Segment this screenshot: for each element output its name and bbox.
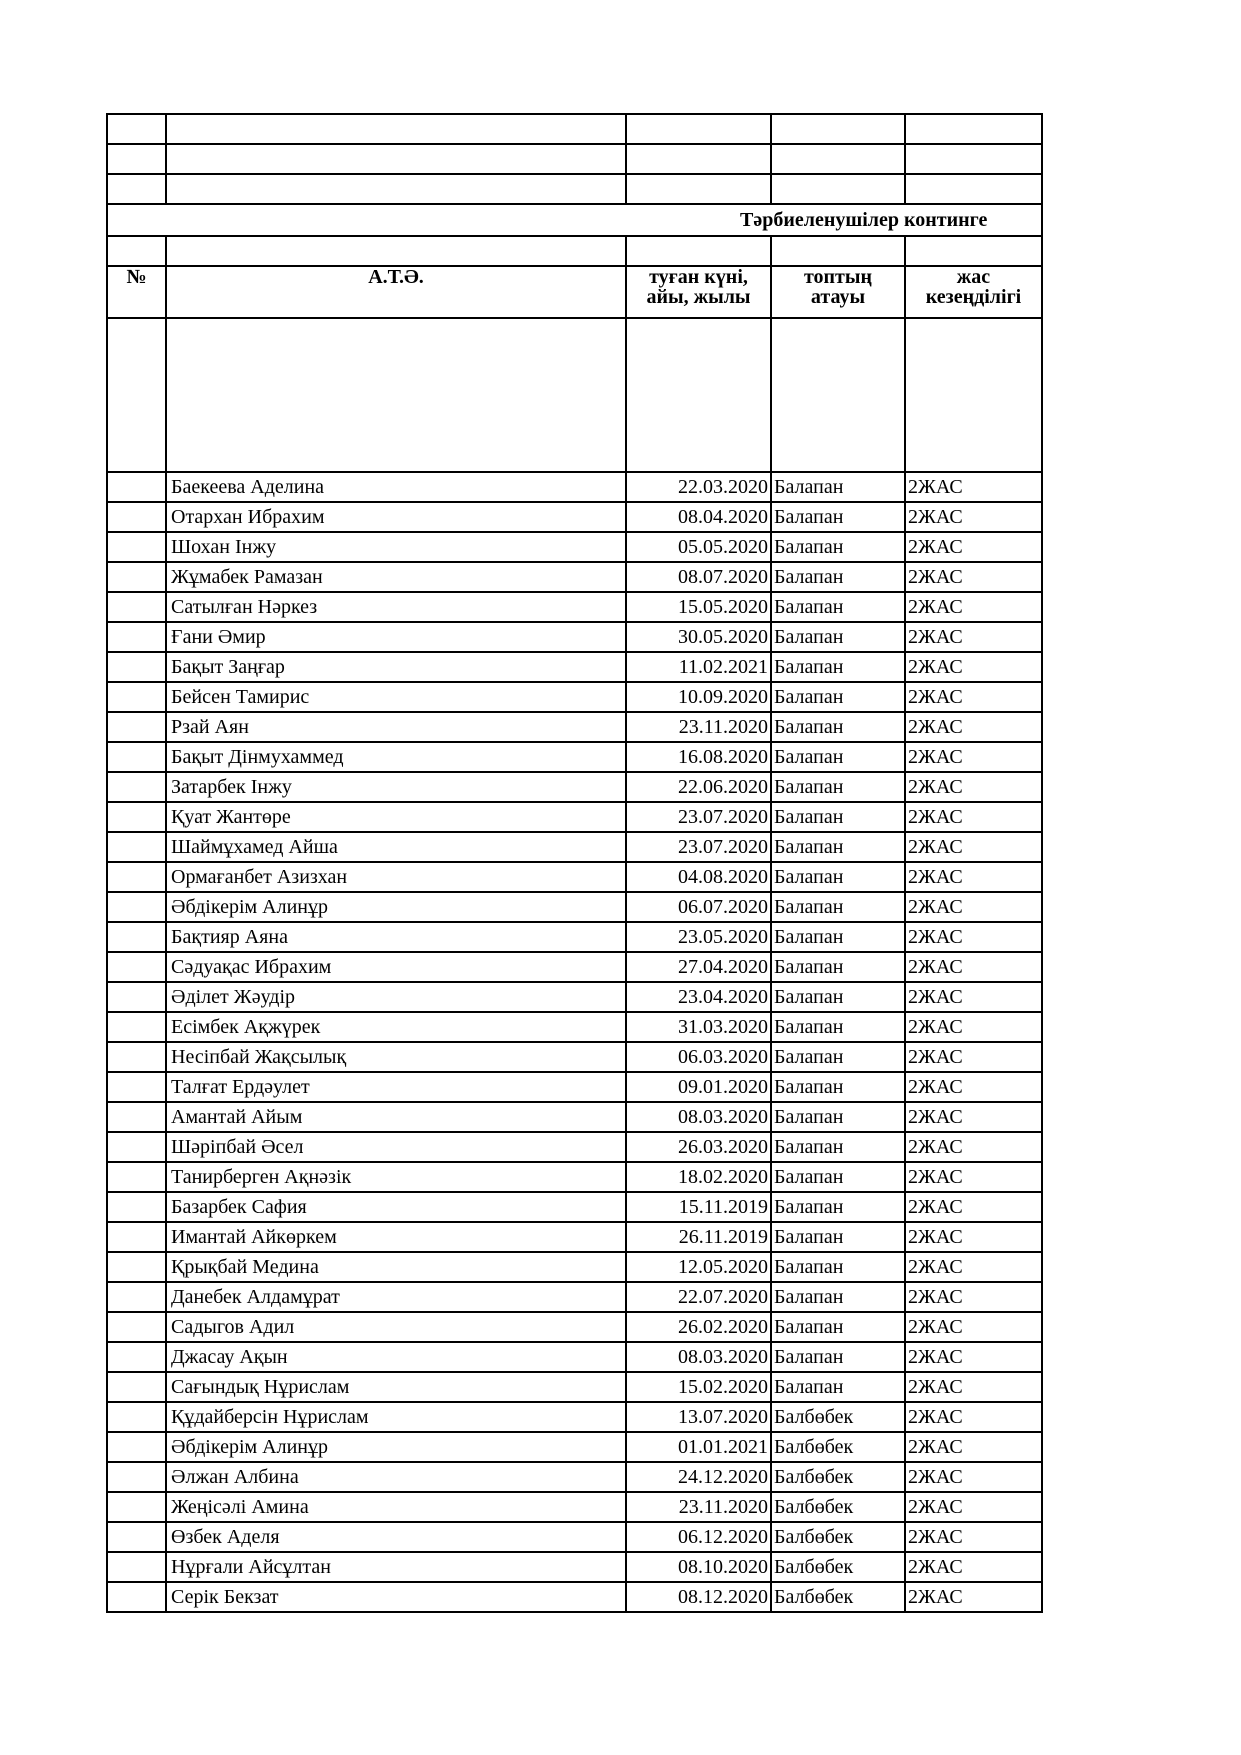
group-name-cell: Балапан [771, 592, 905, 622]
group-name-cell: Балапан [771, 652, 905, 682]
group-name-cell: Балапан [771, 622, 905, 652]
birth-date-cell: 06.03.2020 [626, 1042, 771, 1072]
birth-date-cell: 31.03.2020 [626, 1012, 771, 1042]
group-name-cell: Балапан [771, 982, 905, 1012]
child-name-cell: Ғани Әмир [166, 622, 626, 652]
contingent-table [106, 113, 1043, 1613]
birth-date-cell: 23.11.2020 [626, 712, 771, 742]
table-row [107, 892, 1042, 922]
row-number-cell [107, 622, 166, 652]
child-name-cell: Имантай Айкөркем [166, 1222, 626, 1252]
row-number-cell [107, 472, 166, 502]
row-number-cell [107, 832, 166, 862]
table-row [107, 1252, 1042, 1282]
age-period-cell: 2ЖАС [905, 1192, 1042, 1222]
table-row [107, 502, 1042, 532]
birth-date-cell: 22.03.2020 [626, 472, 771, 502]
child-name-cell: Есімбек Ақжүрек [166, 1012, 626, 1042]
child-name-cell: Нұрғали Айсұлтан [166, 1552, 626, 1582]
birth-date-cell: 15.02.2020 [626, 1372, 771, 1402]
child-name-cell: Бақыт Дінмухаммед [166, 742, 626, 772]
age-period-cell: 2ЖАС [905, 1492, 1042, 1522]
table-row [107, 1552, 1042, 1582]
table-row [107, 1162, 1042, 1192]
group-name-cell: Балапан [771, 1072, 905, 1102]
birth-date-cell: 23.04.2020 [626, 982, 771, 1012]
child-name-cell: Бейсен Тамирис [166, 682, 626, 712]
child-name-cell: Отархан Ибрахим [166, 502, 626, 532]
group-name-cell: Балапан [771, 1312, 905, 1342]
age-period-cell: 2ЖАС [905, 562, 1042, 592]
table-row [107, 802, 1042, 832]
birth-date-cell: 26.02.2020 [626, 1312, 771, 1342]
row-number-cell [107, 652, 166, 682]
child-name-cell: Сағындық Нұрислам [166, 1372, 626, 1402]
birth-date-cell: 30.05.2020 [626, 622, 771, 652]
row-number-cell [107, 982, 166, 1012]
birth-date-cell: 22.06.2020 [626, 772, 771, 802]
age-period-cell: 2ЖАС [905, 1552, 1042, 1582]
child-name-cell: Әлжан Албина [166, 1462, 626, 1492]
birth-date-cell: 22.07.2020 [626, 1282, 771, 1312]
birth-date-cell: 10.09.2020 [626, 682, 771, 712]
birth-date-cell: 11.02.2021 [626, 652, 771, 682]
table-row [107, 562, 1042, 592]
age-period-cell: 2ЖАС [905, 1432, 1042, 1462]
table-row [107, 862, 1042, 892]
table-row [107, 1312, 1042, 1342]
birth-date-cell: 08.03.2020 [626, 1342, 771, 1372]
age-period-cell: 2ЖАС [905, 1132, 1042, 1162]
group-name-cell: Балбөбек [771, 1492, 905, 1522]
row-number-cell [107, 1192, 166, 1222]
title-row [107, 204, 1042, 236]
row-number-cell [107, 1342, 166, 1372]
group-name-cell: Балапан [771, 1342, 905, 1372]
group-name-cell: Балапан [771, 922, 905, 952]
row-number-cell [107, 772, 166, 802]
child-name-cell: Затарбек Інжу [166, 772, 626, 802]
row-number-cell [107, 1042, 166, 1072]
child-name-cell: Қуат Жантөре [166, 802, 626, 832]
header-name: А.Т.Ә. [166, 266, 626, 318]
age-period-cell: 2ЖАС [905, 682, 1042, 712]
row-number-cell [107, 1162, 166, 1192]
row-number-cell [107, 1282, 166, 1312]
table-row [107, 622, 1042, 652]
child-name-cell: Әбдікерім Алинұр [166, 1432, 626, 1462]
row-number-cell [107, 532, 166, 562]
child-name-cell: Базарбек Сафия [166, 1192, 626, 1222]
birth-date-cell: 08.04.2020 [626, 502, 771, 532]
table-row [107, 682, 1042, 712]
blank-tall-row [107, 318, 1042, 472]
birth-date-cell: 23.07.2020 [626, 802, 771, 832]
age-period-cell: 2ЖАС [905, 802, 1042, 832]
child-name-cell: Танирберген Ақнәзік [166, 1162, 626, 1192]
row-number-cell [107, 1222, 166, 1252]
row-number-cell [107, 742, 166, 772]
row-number-cell [107, 1072, 166, 1102]
row-number-cell [107, 862, 166, 892]
table-row [107, 712, 1042, 742]
child-name-cell: Құдайберсін Нұрислам [166, 1402, 626, 1432]
age-period-cell: 2ЖАС [905, 622, 1042, 652]
table-row [107, 1192, 1042, 1222]
table-row [107, 1432, 1042, 1462]
age-period-cell: 2ЖАС [905, 1582, 1042, 1612]
table-row [107, 1042, 1042, 1072]
row-number-cell [107, 922, 166, 952]
group-name-cell: Балапан [771, 682, 905, 712]
age-period-cell: 2ЖАС [905, 1102, 1042, 1132]
birth-date-cell: 12.05.2020 [626, 1252, 771, 1282]
table-row [107, 982, 1042, 1012]
child-name-cell: Несіпбай Жақсылық [166, 1042, 626, 1072]
age-period-cell: 2ЖАС [905, 1042, 1042, 1072]
group-name-cell: Балбөбек [771, 1432, 905, 1462]
group-name-cell: Балбөбек [771, 1522, 905, 1552]
birth-date-cell: 05.05.2020 [626, 532, 771, 562]
row-number-cell [107, 1492, 166, 1522]
birth-date-cell: 08.03.2020 [626, 1102, 771, 1132]
age-period-cell: 2ЖАС [905, 712, 1042, 742]
age-period-cell: 2ЖАС [905, 982, 1042, 1012]
age-period-cell: 2ЖАС [905, 1312, 1042, 1342]
child-name-cell: Рзай Аян [166, 712, 626, 742]
birth-date-cell: 23.05.2020 [626, 922, 771, 952]
table-row [107, 1282, 1042, 1312]
table-row [107, 1462, 1042, 1492]
birth-date-cell: 13.07.2020 [626, 1402, 771, 1432]
table-row [107, 922, 1042, 952]
table-row [107, 1402, 1042, 1432]
birth-date-cell: 08.07.2020 [626, 562, 771, 592]
birth-date-cell: 16.08.2020 [626, 742, 771, 772]
header-birth-date: туған күні, айы, жылы [626, 266, 771, 318]
row-number-cell [107, 1552, 166, 1582]
header-num: № [107, 266, 166, 318]
table-row [107, 1012, 1042, 1042]
age-period-cell: 2ЖАС [905, 1162, 1042, 1192]
table-row [107, 1102, 1042, 1132]
table-row [107, 1222, 1042, 1252]
table-row [107, 592, 1042, 622]
child-name-cell: Шаймұхамед Айша [166, 832, 626, 862]
group-name-cell: Балапан [771, 472, 905, 502]
age-period-cell: 2ЖАС [905, 862, 1042, 892]
age-period-cell: 2ЖАС [905, 772, 1042, 802]
row-number-cell [107, 682, 166, 712]
group-name-cell: Балапан [771, 742, 905, 772]
table-row [107, 1492, 1042, 1522]
age-period-cell: 2ЖАС [905, 1372, 1042, 1402]
age-period-cell: 2ЖАС [905, 1282, 1042, 1312]
age-period-cell: 2ЖАС [905, 532, 1042, 562]
table-row [107, 652, 1042, 682]
table-row [107, 532, 1042, 562]
birth-date-cell: 06.12.2020 [626, 1522, 771, 1552]
group-name-cell: Балапан [771, 1132, 905, 1162]
header-group: топтың атауы [771, 266, 905, 318]
age-period-cell: 2ЖАС [905, 952, 1042, 982]
group-name-cell: Балапан [771, 1192, 905, 1222]
row-number-cell [107, 1012, 166, 1042]
child-name-cell: Садыгов Адил [166, 1312, 626, 1342]
age-period-cell: 2ЖАС [905, 1342, 1042, 1372]
row-number-cell [107, 1132, 166, 1162]
blank-row [107, 114, 1042, 144]
group-name-cell: Балапан [771, 952, 905, 982]
age-period-cell: 2ЖАС [905, 592, 1042, 622]
group-name-cell: Балбөбек [771, 1402, 905, 1432]
child-name-cell: Серік Бекзат [166, 1582, 626, 1612]
group-name-cell: Балапан [771, 1222, 905, 1252]
age-period-cell: 2ЖАС [905, 1012, 1042, 1042]
row-number-cell [107, 892, 166, 922]
child-name-cell: Өзбек Аделя [166, 1522, 626, 1552]
age-period-cell: 2ЖАС [905, 742, 1042, 772]
row-number-cell [107, 1102, 166, 1132]
table-row [107, 1582, 1042, 1612]
group-name-cell: Балапан [771, 832, 905, 862]
age-period-cell: 2ЖАС [905, 472, 1042, 502]
header-age: жас кезеңділігі [905, 266, 1042, 318]
blank-row [107, 174, 1042, 204]
group-name-cell: Балапан [771, 1102, 905, 1132]
birth-date-cell: 23.07.2020 [626, 832, 771, 862]
group-name-cell: Балапан [771, 802, 905, 832]
birth-date-cell: 18.02.2020 [626, 1162, 771, 1192]
age-period-cell: 2ЖАС [905, 1462, 1042, 1492]
age-period-cell: 2ЖАС [905, 1522, 1042, 1552]
child-name-cell: Ормағанбет Азизхан [166, 862, 626, 892]
birth-date-cell: 26.11.2019 [626, 1222, 771, 1252]
group-name-cell: Балбөбек [771, 1582, 905, 1612]
table-row [107, 1372, 1042, 1402]
row-number-cell [107, 562, 166, 592]
table-row [107, 472, 1042, 502]
child-name-cell: Әділет Жәудір [166, 982, 626, 1012]
row-number-cell [107, 802, 166, 832]
age-period-cell: 2ЖАС [905, 652, 1042, 682]
group-name-cell: Балапан [771, 532, 905, 562]
row-number-cell [107, 1312, 166, 1342]
child-name-cell: Талғат Ердәулет [166, 1072, 626, 1102]
group-name-cell: Балапан [771, 1282, 905, 1312]
birth-date-cell: 08.10.2020 [626, 1552, 771, 1582]
birth-date-cell: 23.11.2020 [626, 1492, 771, 1522]
row-number-cell [107, 1432, 166, 1462]
row-number-cell [107, 952, 166, 982]
group-name-cell: Балапан [771, 1372, 905, 1402]
child-name-cell: Баекеева Аделина [166, 472, 626, 502]
child-name-cell: Сәдуақас Ибрахим [166, 952, 626, 982]
child-name-cell: Жеңісәлі Амина [166, 1492, 626, 1522]
row-number-cell [107, 592, 166, 622]
birth-date-cell: 24.12.2020 [626, 1462, 771, 1492]
child-name-cell: Жұмабек Рамазан [166, 562, 626, 592]
child-name-cell: Бақыт Заңғар [166, 652, 626, 682]
birth-date-cell: 26.03.2020 [626, 1132, 771, 1162]
table-title: Тәрбиеленушілер континге [740, 209, 988, 231]
table-row [107, 832, 1042, 862]
birth-date-cell: 08.12.2020 [626, 1582, 771, 1612]
header-row [107, 266, 1042, 318]
group-name-cell: Балапан [771, 892, 905, 922]
row-number-cell [107, 1582, 166, 1612]
age-period-cell: 2ЖАС [905, 1402, 1042, 1432]
blank-row [107, 144, 1042, 174]
age-period-cell: 2ЖАС [905, 1222, 1042, 1252]
age-period-cell: 2ЖАС [905, 502, 1042, 532]
row-number-cell [107, 1462, 166, 1492]
age-period-cell: 2ЖАС [905, 1072, 1042, 1102]
group-name-cell: Балапан [771, 562, 905, 592]
age-period-cell: 2ЖАС [905, 1252, 1042, 1282]
group-name-cell: Балапан [771, 772, 905, 802]
table-row [107, 1132, 1042, 1162]
birth-date-cell: 01.01.2021 [626, 1432, 771, 1462]
table-row [107, 1342, 1042, 1372]
birth-date-cell: 09.01.2020 [626, 1072, 771, 1102]
child-name-cell: Амантай Айым [166, 1102, 626, 1132]
birth-date-cell: 06.07.2020 [626, 892, 771, 922]
age-period-cell: 2ЖАС [905, 922, 1042, 952]
child-name-cell: Джасау Ақын [166, 1342, 626, 1372]
child-name-cell: Әбдікерім Алинұр [166, 892, 626, 922]
child-name-cell: Данебек Алдамұрат [166, 1282, 626, 1312]
child-name-cell: Бақтияр Аяна [166, 922, 626, 952]
table-row [107, 1072, 1042, 1102]
table-row [107, 742, 1042, 772]
row-number-cell [107, 1252, 166, 1282]
blank-row [107, 236, 1042, 266]
row-number-cell [107, 1522, 166, 1552]
birth-date-cell: 15.05.2020 [626, 592, 771, 622]
group-name-cell: Балбөбек [771, 1552, 905, 1582]
birth-date-cell: 15.11.2019 [626, 1192, 771, 1222]
birth-date-cell: 04.08.2020 [626, 862, 771, 892]
group-name-cell: Балапан [771, 1162, 905, 1192]
group-name-cell: Балбөбек [771, 1462, 905, 1492]
table-row [107, 952, 1042, 982]
child-name-cell: Қрықбай Медина [166, 1252, 626, 1282]
age-period-cell: 2ЖАС [905, 832, 1042, 862]
group-name-cell: Балапан [771, 1042, 905, 1072]
row-number-cell [107, 712, 166, 742]
group-name-cell: Балапан [771, 712, 905, 742]
child-name-cell: Сатылған Нәркез [166, 592, 626, 622]
group-name-cell: Балапан [771, 862, 905, 892]
child-name-cell: Шәріпбай Әсел [166, 1132, 626, 1162]
row-number-cell [107, 502, 166, 532]
table-row [107, 1522, 1042, 1552]
group-name-cell: Балапан [771, 1012, 905, 1042]
table-row [107, 772, 1042, 802]
group-name-cell: Балапан [771, 502, 905, 532]
birth-date-cell: 27.04.2020 [626, 952, 771, 982]
group-name-cell: Балапан [771, 1252, 905, 1282]
row-number-cell [107, 1402, 166, 1432]
age-period-cell: 2ЖАС [905, 892, 1042, 922]
child-name-cell: Шохан Інжу [166, 532, 626, 562]
row-number-cell [107, 1372, 166, 1402]
